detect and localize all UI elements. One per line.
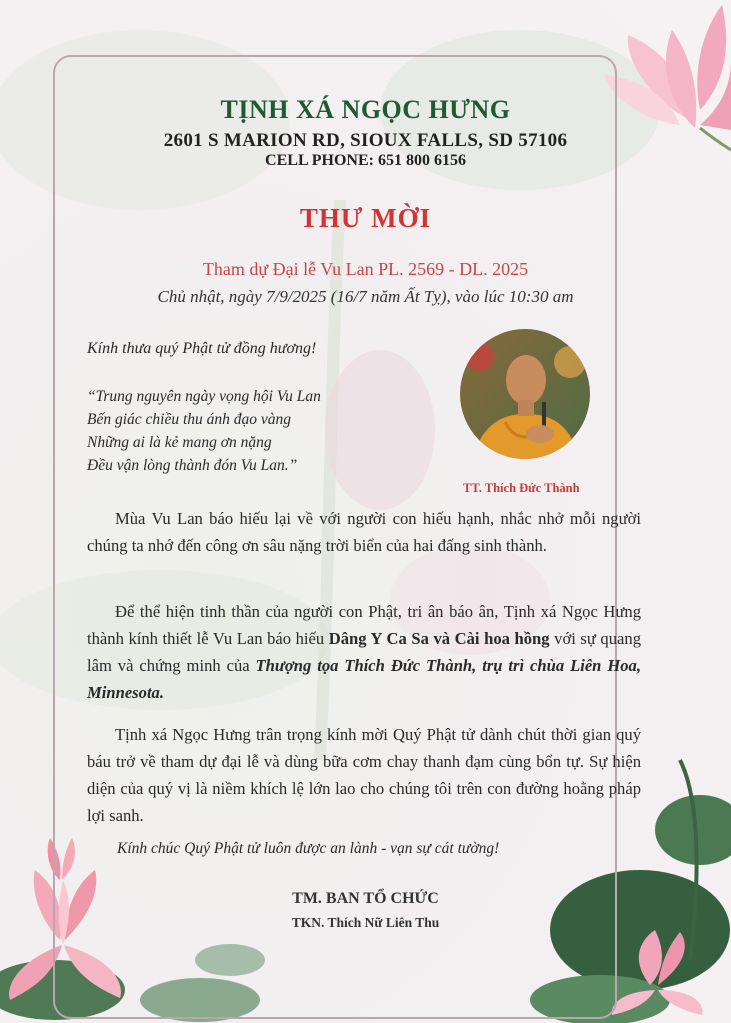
event-datetime: Chủ nhật, ngày 7/9/2025 (16/7 năm Ất Tỵ), vào lúc 10:30 am (157, 287, 574, 306)
poem-line: Những ai là kẻ mang ơn nặng (87, 434, 272, 451)
paragraph-2-text-c: với sự quang lâm và chứng minh của (87, 629, 641, 675)
closing-wish: Kính chúc Quý Phật tử luôn được an lành - vạn sự cát tường! (117, 840, 500, 857)
org-name: TỊNH XÁ NGỌC HƯNG (220, 95, 511, 124)
phone-number: CELL PHONE: 651 800 6156 (265, 152, 466, 169)
poem-line: Bến giác chiều thu ánh đạo vàng (87, 411, 292, 428)
paragraph-2 (87, 598, 641, 706)
monk-portrait (460, 322, 590, 467)
event-name: Tham dự Đại lễ Vu Lan PL. 2569 - DL. 2025 (202, 259, 529, 279)
poem-line: “Trung nguyên ngày vọng hội Vu Lan (87, 388, 321, 405)
greeting: Kính thưa quý Phật tử đồng hương! (87, 340, 317, 357)
photo-caption: TT. Thích Đức Thành (463, 481, 580, 495)
lotus-top-right-icon (605, 5, 731, 150)
poem-line: Đều vận lòng thành đón Vu Lan.” (87, 457, 298, 474)
address: 2601 S MARION RD, SIOUX FALLS, SD 57106 (163, 130, 568, 151)
poem (87, 385, 321, 477)
paragraph-1-text: Mùa Vu Lan báo hiếu lại về với người con hiếu hạnh, nhắc nhở mỗi người chúng ta nhớ đến công ơn sâu nặng trời biển của hai đấng sinh thành. (87, 509, 641, 555)
paragraph-1 (87, 505, 641, 559)
paragraph-3-text: Tịnh xá Ngọc Hưng trân trọng kính mời Quý Phật tử dành chút thời gian quý báu trở về tham dự đại lễ và dùng bữa cơm chay thanh đạm cùng bổn tự. Sự hiện diện của quý vị là niềm khích lệ lớn lao cho chúng tôi trên con đường hoằng pháp lợi sanh. (87, 725, 641, 825)
offering-highlight: Dâng Y Ca Sa và Cài hoa hồng (328, 629, 550, 648)
signature-name: TKN. Thích Nữ Liên Thu (291, 915, 440, 930)
invitation-title: THƯ MỜI (299, 203, 432, 233)
monk-highlight: Thượng tọa Thích Đức Thành, trụ trì chùa Liên Hoa, Minnesota. (87, 656, 641, 702)
paragraph-3 (87, 721, 641, 829)
paragraph-2-text-a: Để thể hiện tinh thần của người con Phật, tri ân báo ân, Tịnh xá Ngọc Hưng thành kính thiết lễ Vu Lan báo hiếu (87, 602, 641, 648)
signature-role: TM. BAN TỔ CHỨC (292, 890, 439, 907)
